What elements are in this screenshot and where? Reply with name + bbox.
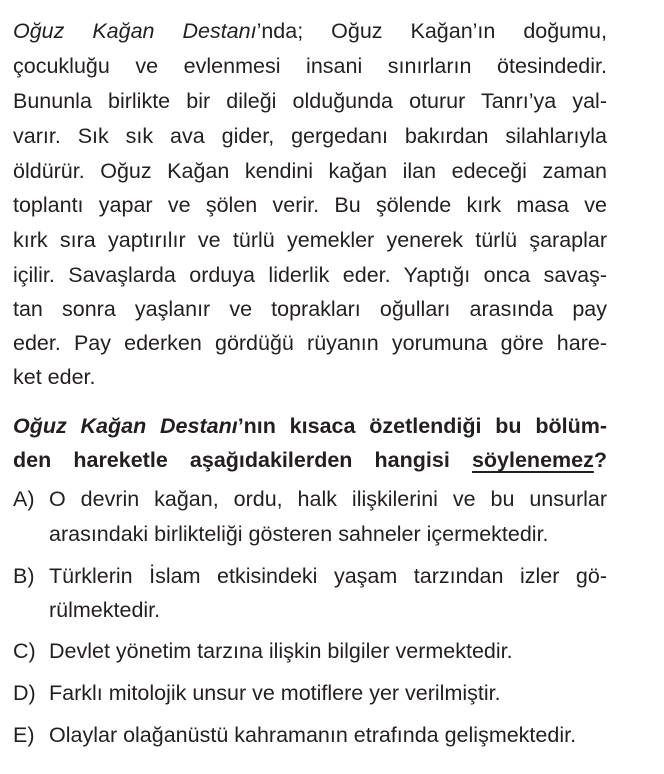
question-text: ’nın kısaca özetlendiği bu bölüm- xyxy=(237,414,607,438)
question-title: Oğuz Kağan Destanı xyxy=(13,414,238,438)
option-letter: C) xyxy=(13,639,36,663)
passage-line: ket eder. xyxy=(13,365,96,389)
passage-line: Bununla birlikte bir dileği olduğunda oturur Tanrı’ya yal- xyxy=(13,89,607,113)
option-text: arasındaki birlikteliği gösteren sahneler içermektedir. xyxy=(49,522,549,546)
passage-title: Oğuz Kağan Destanı xyxy=(13,19,257,43)
passage-line: eder. Pay ederken gördüğü rüyanın yorumuna göre hare- xyxy=(13,331,607,355)
question-mark: ? xyxy=(593,448,607,472)
negative-keyword: söylenemez xyxy=(471,448,594,472)
passage-line: varır. Sık sık ava gider, gergedanı bakırdan silahlarıyla xyxy=(13,124,607,148)
question-line xyxy=(13,443,607,477)
passage-line: içilir. Savaşlarda orduya liderlik eder. Yaptığı onca savaş- xyxy=(13,263,607,287)
question-line xyxy=(13,409,607,443)
passage-line-text: ’nda; Oğuz Kağan’ın doğumu, xyxy=(256,19,607,43)
passage-line: çocukluğu ve evlenmesi insani sınırların ötesindedir. xyxy=(13,54,607,78)
option-letter: E) xyxy=(13,723,35,747)
option-text: Devlet yönetim tarzına ilişkin bilgiler vermektedir. xyxy=(49,639,513,663)
option-letter: D) xyxy=(13,681,36,705)
question-text: den hareketle aşağıdakilerden hangisi xyxy=(13,448,472,472)
passage-line: öldürür. Oğuz Kağan kendini kağan ilan edeceği zaman xyxy=(13,159,607,183)
option-text: Olaylar olağanüstü kahramanın etrafında gelişmektedir. xyxy=(49,723,577,747)
option-text: Farklı mitolojik unsur ve motiflere yer verilmiştir. xyxy=(49,681,501,705)
option-text: rülmektedir. xyxy=(49,598,161,622)
passage-line xyxy=(13,14,607,48)
passage-line: toplantı yapar ve şölen verir. Bu şölende kırk masa ve xyxy=(13,193,607,217)
option-letter: B) xyxy=(13,564,35,588)
option-letter: A) xyxy=(13,487,35,511)
option-text: Türklerin İslam etkisindeki yaşam tarzından izler gö- xyxy=(49,564,607,588)
option-text: O devrin kağan, ordu, halk ilişkilerini ve bu unsurlar xyxy=(49,487,607,511)
passage-line: tan sonra yaşlanır ve toprakları oğulları arasında pay xyxy=(13,297,607,321)
passage-line: kırk sıra yaptırılır ve türlü yemekler yenerek türlü şaraplar xyxy=(13,228,607,252)
